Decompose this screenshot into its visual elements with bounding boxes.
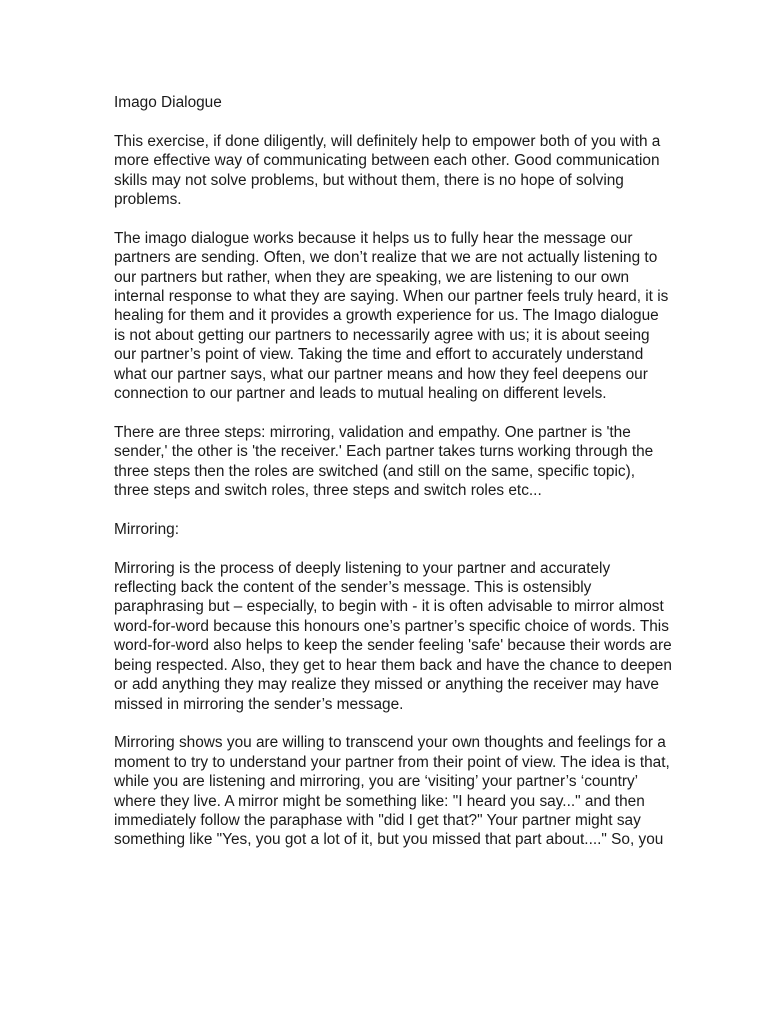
mirroring-purpose-paragraph: Mirroring shows you are willing to transcend your own thoughts and feelings for a moment to try to understand your partner from their point of view. The idea is that, while you are listening and mirroring, you are ‘visiting’ your partner’s ‘country’ where they live. A mirror might be something like: "I heard you say..." and then immediately follow the paraphase with "did I get that?" Your partner might say something like "Yes, you got a lot of it, but you missed that part about...." So, you (114, 734, 670, 849)
intro-paragraph: This exercise, if done diligently, will definitely help to empower both of you with a more effective way of communicating between each other. Good communication skills may not solve problems, but without them, there is no hope of solving problems. (114, 132, 661, 209)
document-title: Imago Dialogue (114, 94, 222, 111)
section-heading-mirroring: Mirroring: (114, 520, 179, 538)
why-it-works-paragraph: The imago dialogue works because it helps us to fully hear the message our partners are sending. Often, we don’t realize that we are not actually listening to our partners but rather, when they are speaking, we are listening to our own internal response to what they are saying. When our partner feels truly heard, it is healing for them and it provides a growth experience for us. The Imago dialogue is not about getting our partners to necessarily agree with us; it is about seeing our partner’s point of view. Taking the time and effort to accurately understand what our partner says, what our partner means and how they feel deepens our connection to our partner and leads to mutual healing on different levels. (114, 229, 669, 403)
mirroring-definition-paragraph: Mirroring is the process of deeply listening to your partner and accurately reflecting back the content of the sender’s message. This is ostensibly paraphrasing but – especially, to begin with - it is often advisable to mirror almost word-for-word because this honours one’s partner’s specific choice of words. This word-for-word also helps to keep the sender feeling 'safe' because their words are being respected. Also, they get to hear them back and have the chance to deepen or add anything they may realize they missed or anything the receiver may have missed in mirroring the sender’s message. (114, 559, 672, 713)
three-steps-paragraph: There are three steps: mirroring, validation and empathy. One partner is 'the sender,' the other is 'the receiver.' Each partner takes turns working through the three steps then the roles are switched (and still on the same, specific topic), three steps and switch roles, three steps and switch roles etc... (114, 423, 654, 500)
document-body (114, 93, 674, 869)
